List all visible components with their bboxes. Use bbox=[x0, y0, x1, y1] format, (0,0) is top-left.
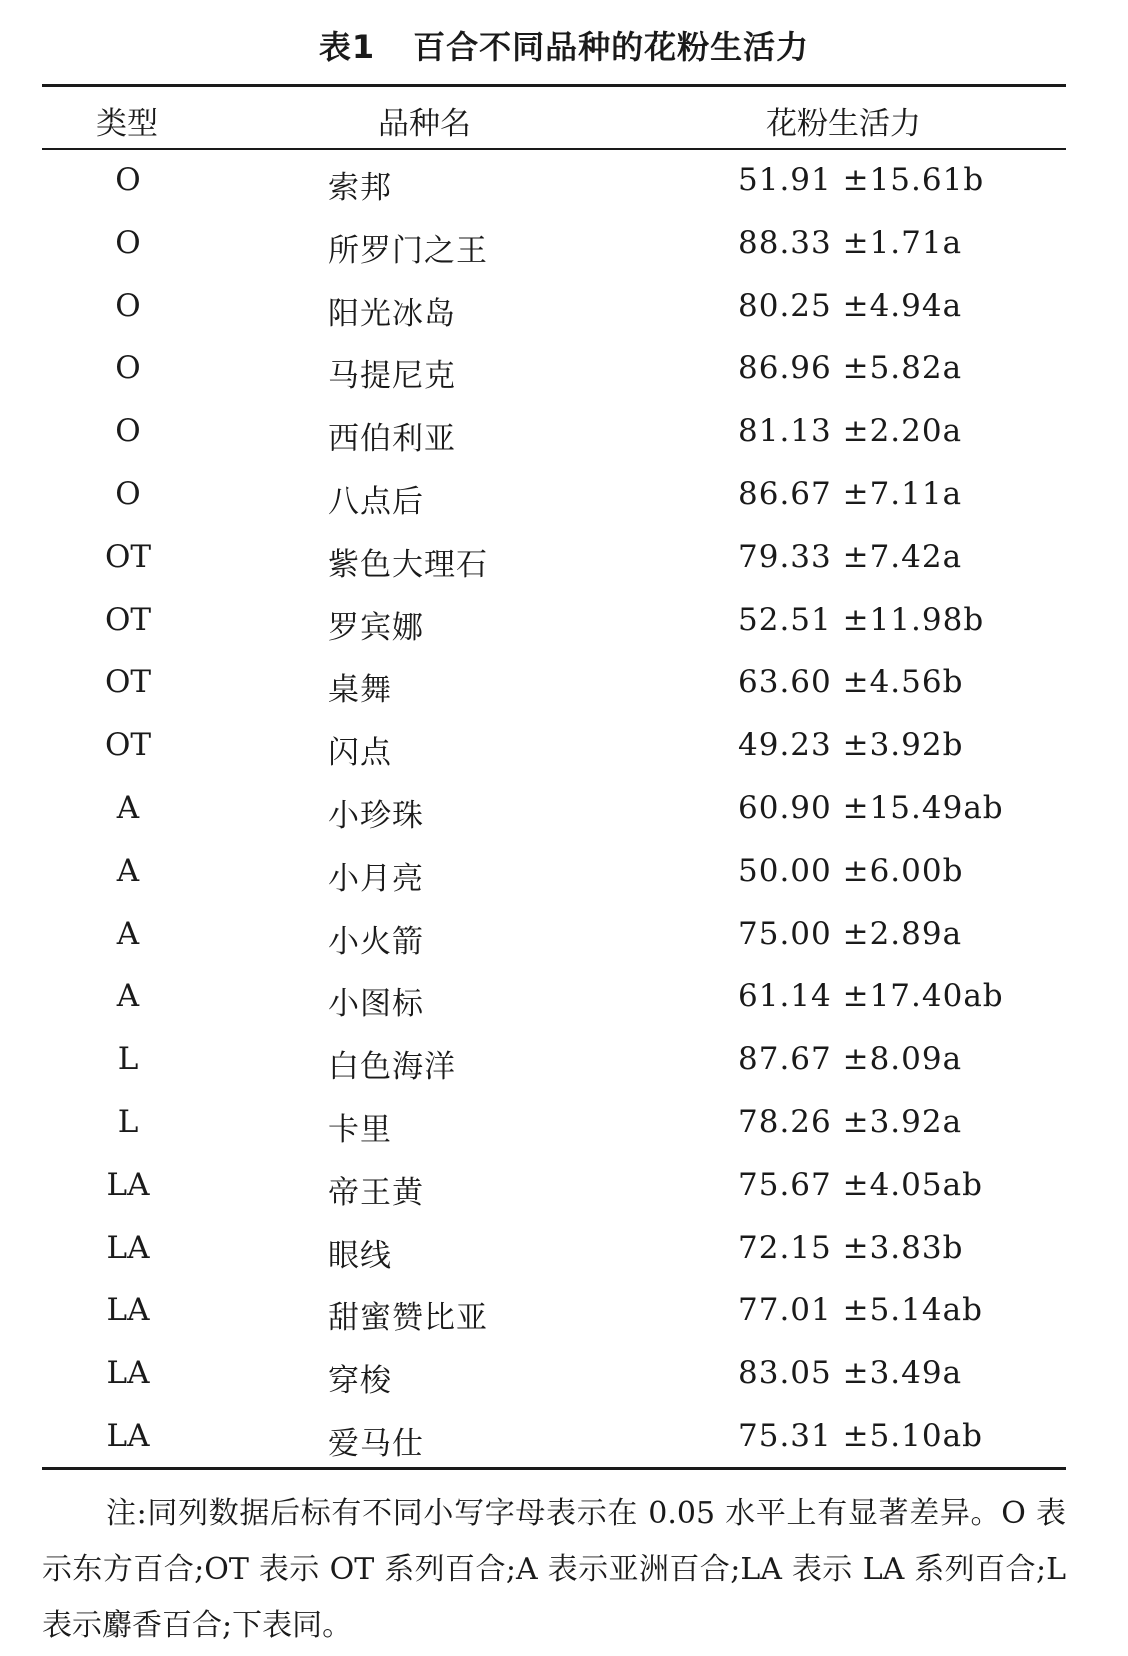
cell-type: OT bbox=[104, 538, 152, 575]
table-row bbox=[42, 215, 1066, 278]
cell-type: LA bbox=[106, 1292, 150, 1329]
cell-variety-name: 小月亮 bbox=[328, 860, 424, 897]
table-row bbox=[42, 1408, 1066, 1471]
table-row bbox=[42, 152, 1066, 215]
cell-type: A bbox=[116, 915, 140, 952]
cell-type: A bbox=[116, 978, 140, 1015]
cell-pollen-viability: 86.96 ±5.82a bbox=[738, 350, 963, 387]
cell-type: O bbox=[115, 350, 141, 387]
cell-variety-name: 眼线 bbox=[328, 1237, 392, 1274]
table-top-rule bbox=[42, 84, 1066, 87]
cell-type: OT bbox=[104, 601, 152, 638]
cell-type: LA bbox=[106, 1417, 150, 1454]
cell-variety-name: 闪点 bbox=[328, 735, 392, 772]
cell-pollen-viability: 80.25 ±4.94a bbox=[738, 287, 963, 324]
table-header-row bbox=[42, 92, 1066, 146]
cell-variety-name: 小珍珠 bbox=[328, 797, 424, 834]
cell-variety-name: 帝王黄 bbox=[328, 1174, 424, 1211]
table-caption-number: 表1 bbox=[318, 28, 376, 66]
table-row bbox=[42, 717, 1066, 780]
table-row bbox=[42, 1094, 1066, 1157]
cell-pollen-viability: 81.13 ±2.20a bbox=[738, 413, 963, 450]
table-caption bbox=[0, 22, 1128, 68]
cell-pollen-viability: 75.31 ±5.10ab bbox=[738, 1417, 983, 1454]
cell-pollen-viability: 75.67 ±4.05ab bbox=[738, 1166, 983, 1203]
cell-type: O bbox=[115, 224, 141, 261]
cell-type: OT bbox=[104, 727, 152, 764]
table-caption-title: 百合不同品种的花粉生活力 bbox=[413, 28, 810, 66]
cell-variety-name: 桌舞 bbox=[328, 672, 392, 709]
table-row bbox=[42, 1220, 1066, 1283]
cell-type: L bbox=[117, 1103, 139, 1140]
cell-pollen-viability: 61.14 ±17.40ab bbox=[738, 978, 1004, 1015]
table-row bbox=[42, 403, 1066, 466]
cell-pollen-viability: 75.00 ±2.89a bbox=[738, 915, 963, 952]
cell-type: LA bbox=[106, 1229, 150, 1266]
cell-variety-name: 小火箭 bbox=[328, 923, 424, 960]
cell-variety-name: 甜蜜赞比亚 bbox=[328, 1300, 488, 1337]
cell-type: O bbox=[115, 413, 141, 450]
cell-type: L bbox=[117, 1041, 139, 1078]
table-row bbox=[42, 968, 1066, 1031]
table-footnote: 注:同列数据后标有不同小写字母表示在 0.05 水平上有显著差异。O 表示东方百合;OT 表示 OT 系列百合;A 表示亚洲百合;LA 表示 LA 系列百合;L 表示麝香百合;下表同。 bbox=[42, 1496, 1066, 1643]
cell-type: A bbox=[116, 789, 140, 826]
cell-pollen-viability: 60.90 ±15.49ab bbox=[738, 789, 1004, 826]
cell-variety-name: 小图标 bbox=[328, 986, 424, 1023]
cell-variety-name: 爱马仕 bbox=[328, 1425, 424, 1462]
header-pollen-viability: 花粉生活力 bbox=[766, 106, 921, 142]
cell-pollen-viability: 87.67 ±8.09a bbox=[738, 1041, 963, 1078]
cell-type: LA bbox=[106, 1355, 150, 1392]
cell-pollen-viability: 63.60 ±4.56b bbox=[738, 664, 964, 701]
table-row bbox=[42, 1282, 1066, 1345]
cell-variety-name: 所罗门之王 bbox=[328, 232, 488, 269]
table-row bbox=[42, 466, 1066, 529]
table-row bbox=[42, 592, 1066, 655]
table-row bbox=[42, 1031, 1066, 1094]
cell-pollen-viability: 83.05 ±3.49a bbox=[738, 1355, 963, 1392]
cell-type: A bbox=[116, 852, 140, 889]
cell-pollen-viability: 51.91 ±15.61b bbox=[738, 162, 985, 198]
cell-type: OT bbox=[104, 664, 152, 701]
cell-variety-name: 马提尼克 bbox=[328, 358, 456, 395]
cell-pollen-viability: 88.33 ±1.71a bbox=[738, 224, 963, 261]
cell-pollen-viability: 78.26 ±3.92a bbox=[738, 1103, 963, 1140]
header-type: 类型 bbox=[96, 106, 158, 142]
cell-pollen-viability: 50.00 ±6.00b bbox=[738, 852, 964, 889]
cell-variety-name: 紫色大理石 bbox=[328, 546, 488, 583]
table-row bbox=[42, 654, 1066, 717]
table-header-rule bbox=[42, 148, 1066, 150]
cell-pollen-viability: 72.15 ±3.83b bbox=[738, 1229, 964, 1266]
cell-type: O bbox=[115, 162, 141, 198]
cell-variety-name: 西伯利亚 bbox=[328, 421, 456, 458]
cell-pollen-viability: 86.67 ±7.11a bbox=[738, 475, 963, 512]
cell-variety-name: 阳光冰岛 bbox=[328, 295, 456, 332]
table-row bbox=[42, 780, 1066, 843]
table-row bbox=[42, 1345, 1066, 1408]
cell-pollen-viability: 52.51 ±11.98b bbox=[738, 601, 985, 638]
cell-variety-name: 罗宾娜 bbox=[328, 609, 424, 646]
cell-type: O bbox=[115, 475, 141, 512]
cell-variety-name: 卡里 bbox=[328, 1111, 392, 1148]
cell-variety-name: 索邦 bbox=[328, 170, 392, 206]
cell-type: O bbox=[115, 287, 141, 324]
cell-variety-name: 白色海洋 bbox=[328, 1049, 456, 1086]
table-body bbox=[42, 152, 1066, 1471]
header-variety-name: 品种名 bbox=[378, 106, 471, 142]
table-row bbox=[42, 278, 1066, 341]
cell-variety-name: 穿梭 bbox=[328, 1363, 392, 1400]
table-bottom-rule bbox=[42, 1467, 1066, 1470]
table-row bbox=[42, 906, 1066, 969]
cell-pollen-viability: 77.01 ±5.14ab bbox=[738, 1292, 983, 1329]
cell-type: LA bbox=[106, 1166, 150, 1203]
cell-pollen-viability: 79.33 ±7.42a bbox=[738, 538, 963, 575]
table-row bbox=[42, 340, 1066, 403]
table-row bbox=[42, 529, 1066, 592]
table-row bbox=[42, 1157, 1066, 1220]
cell-pollen-viability: 49.23 ±3.92b bbox=[738, 727, 964, 764]
cell-variety-name: 八点后 bbox=[328, 483, 424, 520]
table-row bbox=[42, 843, 1066, 906]
